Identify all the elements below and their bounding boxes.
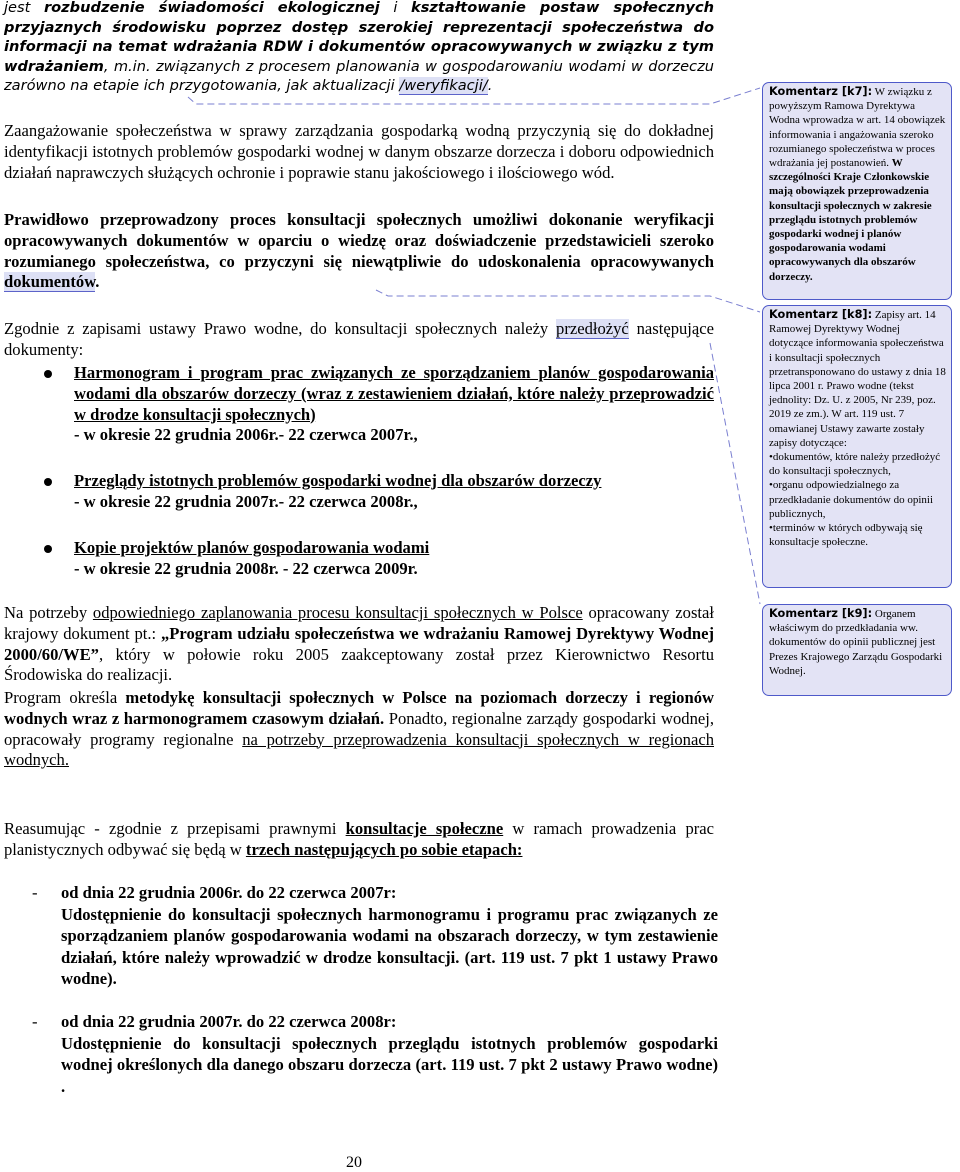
comment-box-k8[interactable] xyxy=(762,305,952,588)
comment-list-item: •terminów w których odbywają się konsultacje społeczne. xyxy=(769,522,923,549)
list-item xyxy=(4,363,714,446)
comment-box-k7[interactable] xyxy=(762,82,952,300)
para6-bold-underlined-1: konsultacje społeczne xyxy=(345,819,504,838)
paragraph-summary xyxy=(4,819,714,861)
para6-a: Reasumując - zgodnie z przepisami prawnymi xyxy=(4,819,346,838)
intro-bold-2: kształtowanie postaw społecznych przyjaznych środowisku poprzez dostęp szerokiej reprezentacji społeczeństwa do informacji na temat wdrażania RDW i dokumentów opracowywanych w związku z tym wdrażaniem xyxy=(4,0,714,75)
bullet-title: Kopie projektów planów gospodarowania wodami xyxy=(74,538,430,557)
stage-item xyxy=(32,1011,718,1097)
list-item xyxy=(4,471,714,513)
para5-b: Ponadto, regionalne zarządy gospodarki wodnej, opracowały programy regionalne xyxy=(4,708,714,749)
intro-text-lead: jest xyxy=(4,0,44,16)
comment-list-item: •dokumentów, które należy przedłożyć do konsultacji społecznych, xyxy=(769,451,941,478)
stage-item xyxy=(32,882,718,990)
bullet-icon xyxy=(44,545,52,553)
stage-title: od dnia 22 grudnia 2006r. do 22 czerwca 2007r: xyxy=(61,883,397,902)
connector-k9 xyxy=(710,343,760,604)
comment-text: Zapisy art. 14 Ramowej Dyrektywy Wodnej dotyczące informowania społeczeństwa i konsultacji społecznych przetransponowano do ustawy z dnia 18 lipca 2001 r. Prawo wodne (tekst jednolity: Dz. U. z 2005, Nr 239, poz. 2019 ze zm.). W art. 119 ust. 7 omawianej Ustawy zawarte zostały zapisy dotyczące: xyxy=(769,309,946,449)
commented-text-k9[interactable]: przedłożyć xyxy=(556,319,629,338)
para4-b: opracowany został krajowy dokument pt.: xyxy=(4,603,714,643)
comment-list-item: •organu odpowiedzialnego za przedkładanie dokumentów do opinii publicznych, xyxy=(769,479,934,520)
commented-text-k7[interactable]: /weryfikacji/ xyxy=(399,77,488,95)
para3-end: następujące dokumenty: xyxy=(4,319,714,359)
comment-label: Komentarz [k8]: xyxy=(769,308,873,321)
stage-dash: - xyxy=(32,883,38,902)
comment-label: Komentarz [k7]: xyxy=(769,85,873,98)
para5-bold: metodykę konsultacji społecznych w Polsce na poziomach dorzeczy i regionów wodnych wraz z harmonogramem czasowym działań. xyxy=(4,688,714,728)
intro-bold-1: rozbudzenie świadomości ekologicznej xyxy=(43,0,380,16)
paragraph-documents-intro xyxy=(4,319,714,361)
para6-b: w ramach prowadzenia prac planistycznych odbywać się będą w xyxy=(4,819,714,859)
stage-title: od dnia 22 grudnia 2007r. do 22 czerwca 2008r: xyxy=(61,1012,397,1031)
paragraph-methodology xyxy=(4,688,714,771)
program-title: „Program udziału społeczeństwa we wdrażaniu Ramowej Dyrektywy Wodnej 2000/60/WE” xyxy=(4,623,714,664)
para4-underlined: odpowiedniego zaplanowania procesu konsultacji społecznych w Polsce xyxy=(92,603,583,622)
paragraph-consultation-process xyxy=(4,210,714,293)
para6-bold-underlined-2: trzech następujących po sobie etapach: xyxy=(245,839,523,859)
comment-bold-text: W szczególności Kraje Członkowskie mają obowiązek przeprowadzenia konsultacji społecznych w zakresie przeglądu istotnych problemów gospodarki wodnej i planów gospodarowania wodami opracowywanych dla obszarów dorzeczy. xyxy=(769,157,932,283)
bullet-title: Przeglądy istotnych problemów gospodarki wodnej dla obszarów dorzeczy xyxy=(74,471,602,490)
para2-text: Prawidłowo przeprowadzony proces konsultacji społecznych umożliwi dokonanie weryfikacji opracowywanych dokumentów w oparciu o wiedzę oraz doświadczenie przedstawicieli szeroko rozumianego społeczeństwa, co przyczyni się niewątpliwie do udoskonalenia opracowywanych xyxy=(4,210,714,271)
paragraph-engagement: Zaangażowanie społeczeństwa w sprawy zarządzania gospodarką wodną przyczynią się do dokładnej identyfikacji istotnych problemów gospodarki wodnej w danym obszarze dorzecza i doboru odpowiednich działań naprawczych służących ochronie i poprawie stanu jakościowego i ilościowego wód. xyxy=(4,121,714,182)
para5-a: Program określa xyxy=(4,688,126,707)
stage-text: Udostępnienie do konsultacji społecznych przeglądu istotnych problemów gospodarki wodnej określonych dla danego obszaru dorzecza (art. 119 ust. 7 pkt 2 ustawy Prawo wodne) . xyxy=(61,1033,718,1096)
comment-label: Komentarz [k9]: xyxy=(769,607,873,620)
bullet-title: Harmonogram i program prac związanych ze sporządzaniem planów gospodarowania wodami dla obszarów dorzeczy (wraz z zestawieniem działań, które należy przeprowadzić w drodze konsultacji społecznych) xyxy=(74,363,714,424)
stage-dash: - xyxy=(32,1012,38,1031)
bullet-dates: - w okresie 22 grudnia 2007r.- 22 czerwca 2008r., xyxy=(74,491,418,511)
list-item xyxy=(4,538,714,580)
para2-end: . xyxy=(95,272,100,292)
para4-c: , który w połowie roku 2005 zaakceptowany został przez Kierownictwo Resortu Środowiska do realizacji. xyxy=(4,644,714,685)
paragraph-national-program xyxy=(4,603,714,686)
intro-text-tail: , m.in. związanych z procesem planowania w gospodarowaniu wodami w dorzeczu zarówno na etapie ich przygotowania, jak aktualizacji xyxy=(4,57,714,95)
comment-box-k9[interactable] xyxy=(762,604,952,696)
intro-text-mid: i xyxy=(379,0,412,16)
bullet-icon xyxy=(44,370,52,378)
stage-text: Udostępnienie do konsultacji społecznych harmonogramu i programu prac związanych ze sporządzaniem planów gospodarowania wodami na obszarach dorzeczy, w tym zestawienie działań, które należy wprowadzić w drodze konsultacji. (art. 119 ust. 7 pkt 1 ustawy Prawo wodne). xyxy=(61,904,718,988)
para4-a: Na potrzeby xyxy=(4,603,93,622)
comment-text: W związku z powyższym Ramowa Dyrektywa Wodna wprowadza w art. 14 obowiązek informowania i angażowania szeroko rozumianego społeczeństwa w proces wdrażania jej postanowień. xyxy=(769,86,946,170)
para5-underlined: na potrzeby przeprowadzenia konsultacji społecznych w regionach wodnych. xyxy=(4,729,714,770)
commented-text-k8[interactable]: dokumentów xyxy=(4,272,96,292)
bullet-dates: - w okresie 22 grudnia 2006r.- 22 czerwca 2007r., xyxy=(74,425,418,445)
para3-text: Zgodnie z zapisami ustawy Prawo wodne, do konsultacji społecznych należy xyxy=(4,319,557,338)
bullet-dates: - w okresie 22 grudnia 2008r. - 22 czerwca 2009r. xyxy=(74,558,418,578)
page-number: 20 xyxy=(346,1154,362,1171)
intro-end: . xyxy=(487,77,493,95)
intro-paragraph xyxy=(4,0,714,96)
connector-k8 xyxy=(376,290,760,312)
bullet-icon xyxy=(44,478,52,486)
comment-text: Organem właściwym do przedkładania ww. dokumentów do opinii publicznej jest Prezes Krajowego Zarządu Gospodarki Wodnej. xyxy=(769,608,943,677)
